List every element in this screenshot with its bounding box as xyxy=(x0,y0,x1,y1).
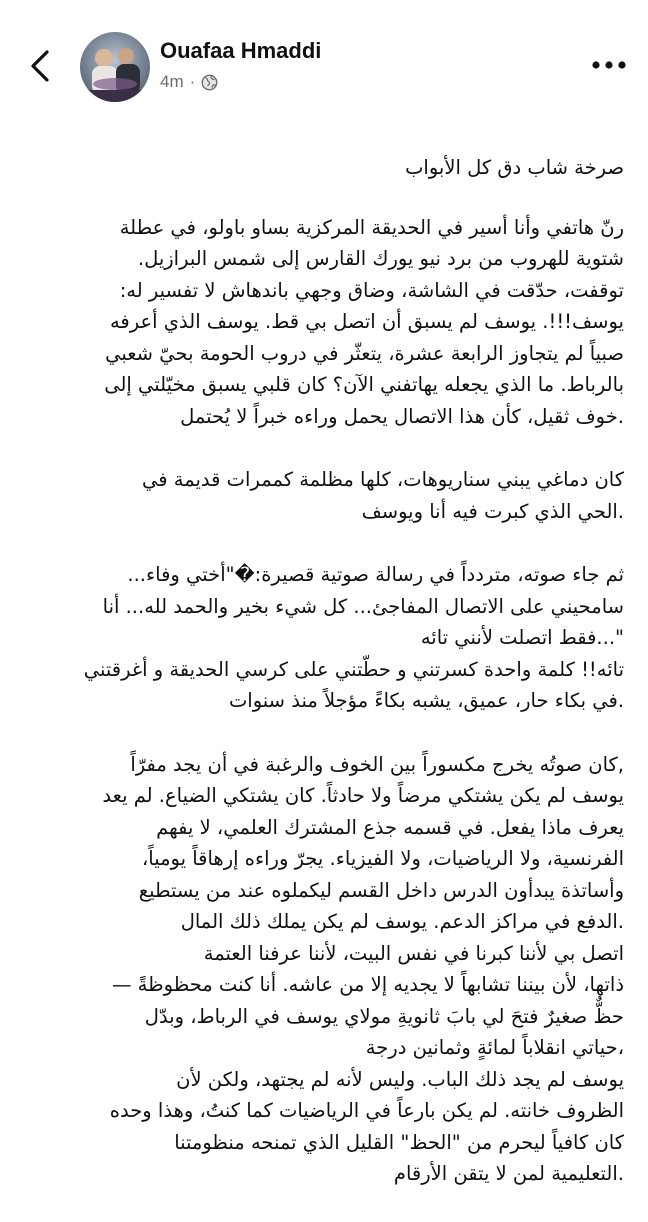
back-button[interactable] xyxy=(18,44,62,88)
author-name[interactable]: Ouafaa Hmaddi xyxy=(160,38,322,63)
globe-icon xyxy=(201,74,218,91)
post-header xyxy=(0,0,648,120)
more-options-button[interactable] xyxy=(586,50,632,80)
post-paragraph: كان دماغي يبني سناريوهات، كلها مظلمة كممرات قديمة في .الحي الذي كبرت فيه أنا ويوسف xyxy=(141,468,624,523)
post-meta xyxy=(160,72,218,92)
post-time[interactable]: 4m xyxy=(160,72,184,91)
post-paragraph: رنّ هاتفي وأنا أسير في الحديقة المركزية بساو باولو، في عطلة شتوية للهروب من برد نيو يورك القارس إلى شمس البرازيل. توقفت، حدّقت في الشاشة، وضاق وجهي باندهاش لا تفسير له: يوسف!!!. يوسف لم يسبق أن اتصل بي قط. يوسف الذي أعرفه صبياً لم يتجاوز الرابعة عشرة، يتعثّر في دروب الحومة بحيّ شعبي بالرباط. ما الذي يجعله يهاتفني الآن؟ كان قلبي يسبق مخيّلتي إلى .خوف ثقيل، كأن هذا الاتصال يحمل وراءه خبراً لا يُحتمل xyxy=(104,215,624,428)
avatar-photo xyxy=(80,32,150,102)
avatar[interactable] xyxy=(80,32,150,102)
post-paragraph: ثم جاء صوته، متردداً في رسالة صوتية قصيرة:�"أختي وفاء... سامحيني على الاتصال المفاجئ... كل شيء بخير والحمد لله... أنا "...فقط اتصلت لأنني تائه تائه!! كلمة واحدة كسرتني و حطّتني على كرسي الحديقة و أغرقتني .في بكاء حار، عميق، يشبه بكاءً مؤجلاً منذ سنوات xyxy=(83,563,624,712)
more-horizontal-icon xyxy=(591,60,627,70)
chevron-left-icon xyxy=(29,49,51,83)
post-title: صرخة شاب دق كل الأبواب xyxy=(405,156,624,179)
post-body xyxy=(24,152,624,1222)
post-paragraph: ,كان صوتُه يخرج مكسوراً بين الخوف والرغبة في أن يجد مفرّاً يوسف لم يكن يشتكي مرضاً ولا حادثاً. كان يشتكي الضياع. لم يعد يعرف ماذا يفعل. في قسمه جذع المشترك العلمي، لا يفهم الفرنسية، ولا الرياضيات، ولا الفيزياء. يجرّ وراءه إرهاقاً يومياً، وأساتذة يبدأون الدرس داخل القسم ليكملوه عند من يستطيع .الدفع في مراكز الدعم. يوسف لم يكن يملك ذلك المال اتصل بي لأننا كبرنا في نفس البيت، لأننا عرفنا العتمة ذاتها، لأن بيننا تشابهاً لا يجديه إلا من عاشه. أنا كنت محظوظةً — حظٌّ صغيرٌ فتحَ لي بابَ ثانويةِ مولاي يوسف في الرباط، وبدّل ،حياتي انقلاباً لمائةٍ وثمانين درجة يوسف لم يجد ذلك الباب. وليس لأنه لم يجتهد، ولكن لأن الظروف خانته. لم يكن بارعاً في الرياضيات كما كنتُ، وهذا وحده كان كافياً ليحرم من "الحظ" القليل الذي تمنحه منظومتنا .التعليمية لمن لا يتقن الأرقام xyxy=(102,752,624,1185)
meta-separator: · xyxy=(189,72,196,91)
